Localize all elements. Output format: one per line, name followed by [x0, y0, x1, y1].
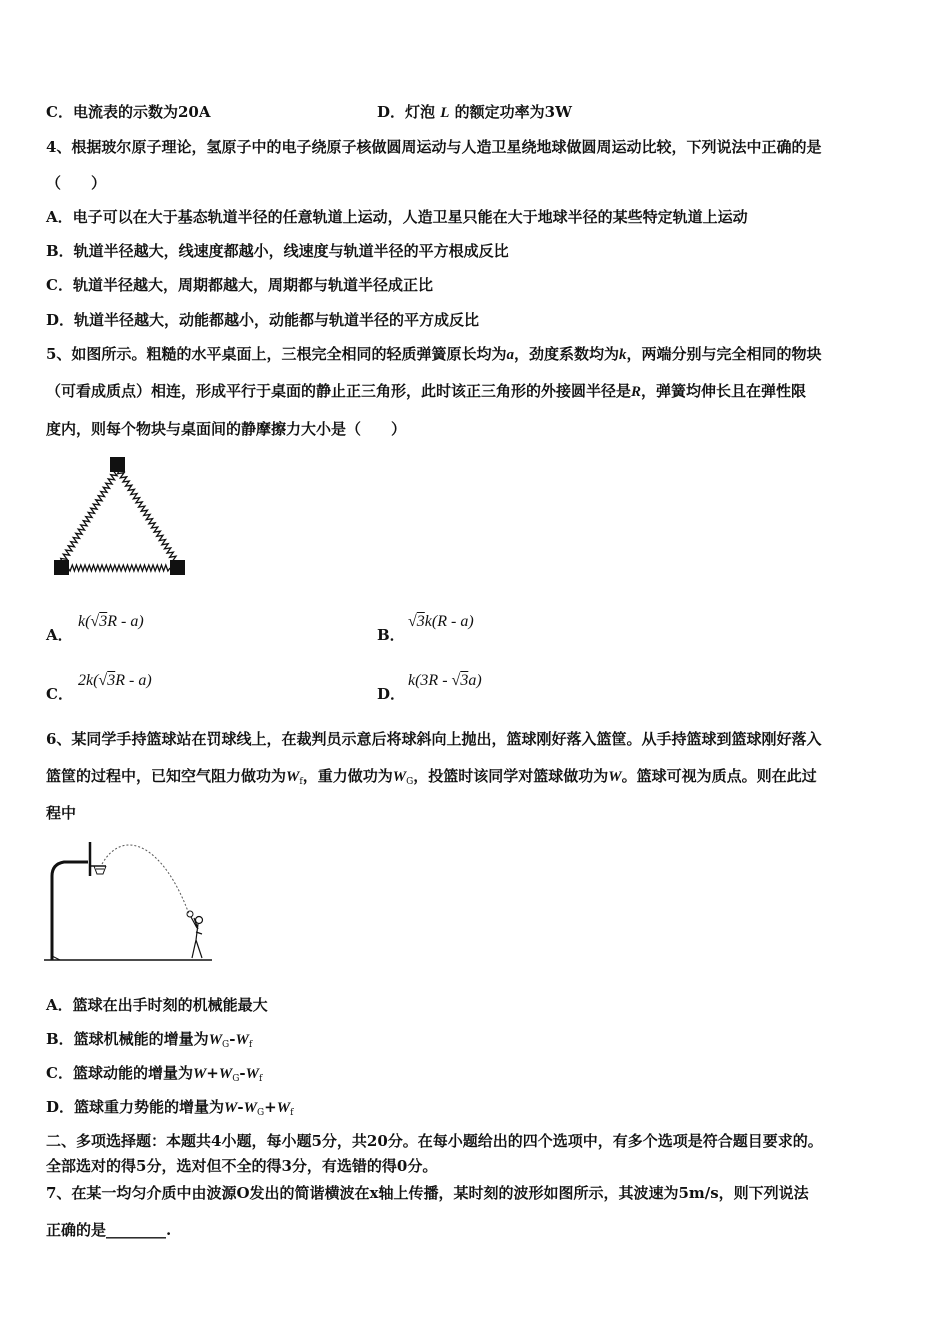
q5-stem-line3: 度内，则每个物块与桌面间的静摩擦力大小是（ ） — [46, 420, 407, 438]
q6-sub-f: f — [259, 1074, 263, 1084]
ball-trajectory — [102, 845, 189, 914]
q6-var-w: W — [192, 1066, 207, 1082]
q3-option-d-var: L — [440, 105, 450, 121]
q5-option-d-expr: k(3R - √3a) — [408, 672, 482, 689]
q5-var-r: R — [631, 384, 642, 400]
q6-sub-g: G — [222, 1040, 230, 1050]
q5-var-a: a — [506, 347, 514, 363]
q5-option-c-label: C． — [46, 685, 73, 703]
q5-option-b-expr: √3k(R - a) — [408, 613, 474, 630]
q4-stem-line2: （ ） — [46, 174, 107, 192]
q6-text: ，投篮时该同学对篮球做功为 — [413, 767, 609, 785]
q6-op: - — [239, 1064, 246, 1082]
block-left — [54, 560, 69, 575]
q6-op: - — [229, 1030, 236, 1048]
q6-sub-f: f — [290, 1108, 294, 1118]
q6-text: B．篮球机械能的增量为 — [46, 1030, 209, 1048]
q6-var-w: W — [235, 1032, 249, 1048]
q6-var-w: W — [245, 1066, 259, 1082]
q4-option-d: D．轨道半径越大，动能都越小，动能都与轨道半径的平方成反比 — [46, 311, 480, 329]
block-right — [170, 560, 185, 575]
q6-stem-line3: 程中 — [46, 804, 77, 822]
q5-option-a-label: A． — [46, 626, 73, 644]
q6-text: ，重力做功为 — [302, 767, 393, 785]
section2-heading-line2: 全部选对的得5分，选对但不全的得3分，有选错的得0分。 — [46, 1157, 438, 1175]
q6-sub-g: G — [406, 777, 414, 787]
basket-net — [94, 866, 106, 874]
q6-sub-g: G — [232, 1074, 240, 1084]
q5-text: 5、如图所示。粗糙的水平桌面上，三根完全相同的轻质弹簧原长均为 — [46, 345, 507, 363]
q6-sub-f: f — [299, 777, 303, 787]
q5-option-c-expr: 2k(√3R - a) — [78, 672, 152, 689]
q5-text: ，两端分别与完全相同的物块 — [626, 345, 822, 363]
q3-option-d-text: D．灯泡 — [377, 103, 436, 121]
basketball-figure — [44, 836, 234, 966]
q6-var-w: W — [608, 769, 622, 785]
q6-stem-line1: 6、某同学手持篮球站在罚球线上，在裁判员示意后将球斜向上抛出，篮球刚好落入篮筐。从手持篮球到篮球刚好落入 — [46, 730, 822, 748]
q6-option-a: A．篮球在出手时刻的机械能最大 — [46, 996, 268, 1014]
q6-text: C．篮球动能的增量为 — [46, 1064, 193, 1082]
block-top — [110, 457, 125, 472]
q5-text: ，弹簧均伸长且在弹性限 — [641, 382, 807, 400]
q5-stem-line2 — [46, 381, 806, 402]
q4-option-b: B．轨道半径越大，线速度都越小，线速度与轨道半径的平方根成反比 — [46, 242, 509, 260]
q5-stem-line1 — [46, 344, 821, 365]
q5-option-d-label: D． — [377, 685, 406, 703]
q6-var-w: W — [208, 1032, 223, 1048]
q4-option-a: A．电子可以在大于基态轨道半径的任意轨道上运动，人造卫星只能在大于地球半径的某些特定轨道上运动 — [46, 208, 748, 226]
spring-triangle-figure — [48, 452, 193, 580]
q7-stem-line2: 正确的是________. — [46, 1221, 172, 1239]
q6-text: 。篮球可视为质点。则在此过 — [621, 767, 817, 785]
basketball — [187, 911, 193, 917]
q3-option-d-text2: 的额定功率为3W — [454, 103, 572, 121]
q5-text: （可看成质点）相连，形成平行于桌面的静止正三角形，此时该正三角形的外接圆半径是 — [46, 382, 632, 400]
q5-option-a-expr: k(√3R - a) — [78, 613, 144, 630]
q6-text: 篮筐的过程中，已知空气阻力做功为 — [46, 767, 287, 785]
q6-option-b — [46, 1029, 252, 1055]
spring-right — [118, 470, 176, 562]
q3-option-d — [377, 102, 572, 123]
q6-op: + — [206, 1064, 219, 1082]
q6-var-w: W — [243, 1100, 257, 1116]
q6-var-w: W — [286, 769, 300, 785]
q6-var-w: W — [224, 1100, 238, 1116]
q6-var-w: W — [276, 1100, 291, 1116]
q4-option-c: C．轨道半径越大，周期都越大，周期都与轨道半径成正比 — [46, 276, 433, 294]
q4-stem-line1: 4、根据玻尔原子理论，氢原子中的电子绕原子核做圆周运动与人造卫星绕地球做圆周运动比较，下列说法中正确的是 — [46, 138, 822, 156]
q6-option-d — [46, 1097, 293, 1123]
q6-sub-g: G — [256, 1108, 265, 1118]
q6-op: - — [237, 1098, 244, 1116]
section2-heading-line1: 二、多项选择题：本题共4小题，每小题5分，共20分。在每小题给出的四个选项中，有多个选项是符合题目要求的。 — [46, 1132, 823, 1150]
q6-sub-f: f — [248, 1040, 253, 1050]
q7-stem-line1: 7、在某一均匀介质中由波源O发出的简谐横波在x轴上传播，某时刻的波形如图所示，其波速为5m/s，则下列说法 — [46, 1184, 809, 1202]
spring-bottom — [68, 565, 170, 571]
q6-var-w: W — [392, 769, 407, 785]
q6-var-w: W — [218, 1066, 233, 1082]
q3-option-c: C．电流表的示数为20A — [46, 103, 211, 121]
q5-var-k: k — [618, 347, 627, 363]
spring-left — [61, 470, 117, 562]
q5-text: ，劲度系数均为 — [513, 345, 619, 363]
q6-op: + — [264, 1098, 277, 1116]
q6-option-c — [46, 1063, 262, 1089]
player — [191, 917, 203, 959]
hoop-arm — [52, 862, 88, 876]
q6-text: D．篮球重力势能的增量为 — [46, 1098, 225, 1116]
q5-option-b-label: B． — [377, 626, 405, 644]
q6-stem-line2 — [46, 766, 817, 792]
